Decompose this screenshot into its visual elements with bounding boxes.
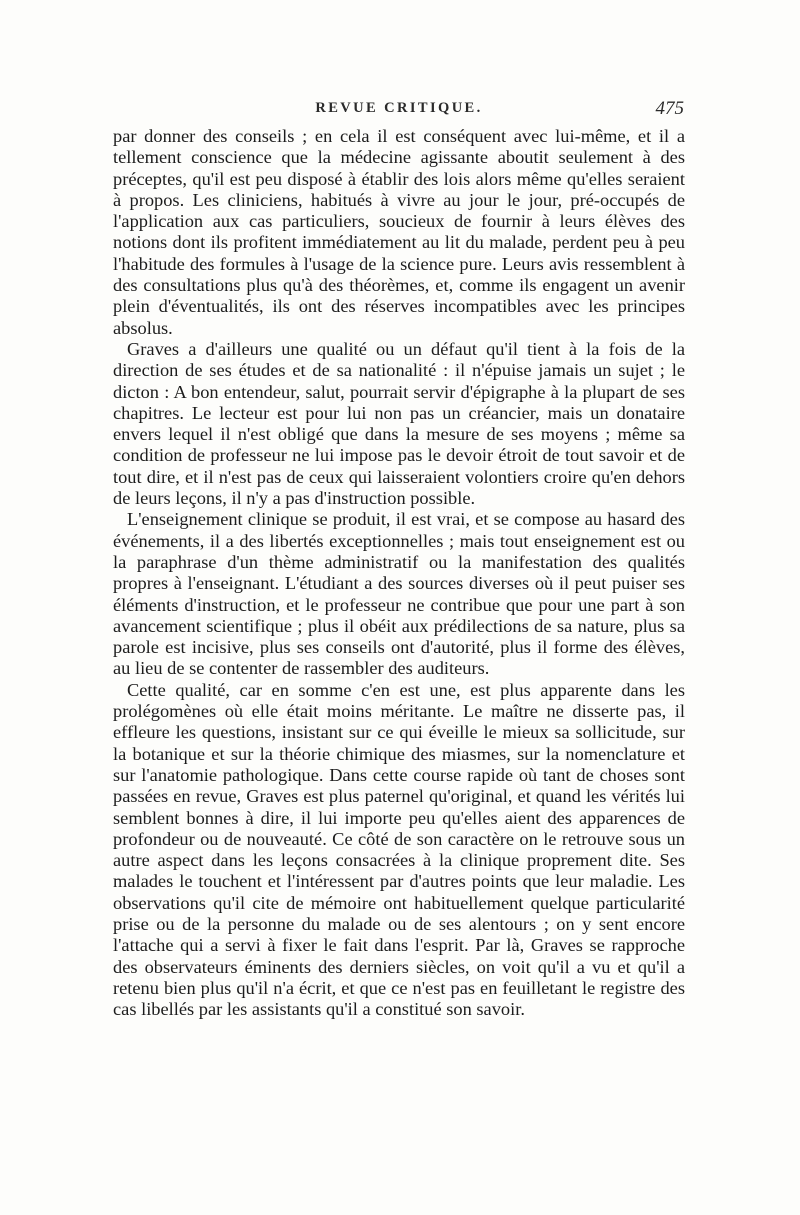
body-text xyxy=(113,126,685,1020)
paragraph-2: Graves a d'ailleurs une qualité ou un défaut qu'il tient à la fois de la direction de ses études et de sa nationalité : il n'épuise jamais un sujet ; le dicton : A bon entendeur, salut, pourrait servir d'épigraphe à la plupart de ses chapitres. Le lecteur est pour lui non pas un créancier, mais un donataire envers lequel il n'est obligé que dans la mesure de ses moyens ; même sa condition de professeur ne lui impose pas le devoir étroit de tout savoir et de tout dire, et il n'est pas de ceux qui laisseraient volontiers croire qu'en dehors de leurs leçons, il n'y a pas d'instruction possible. xyxy=(113,338,685,509)
page-number: 475 xyxy=(655,98,684,119)
paragraph-1: par donner des conseils ; en cela il est conséquent avec lui-même, et il a tellement conscience que la médecine agissante aboutit seulement à des préceptes, qu'il est peu disposé à établir des lois alors même qu'elles seraient à propos. Les cliniciens, habitués à vivre au jour le jour, pré-occupés de l'application aux cas particuliers, soucieux de fournir à leurs élèves des notions dont ils profitent immédiatement au lit du malade, perdent peu à peu l'habitude des formules à l'usage de la science pure. Leurs avis ressemblent à des consultations plus qu'à des théorèmes, et, comme ils engagent un avenir plein d'éventualités, ils ont des réserves incompatibles avec les principes absolus. xyxy=(113,126,685,338)
running-head xyxy=(114,100,684,122)
paragraph-3: L'enseignement clinique se produit, il est vrai, et se compose au hasard des événements, il a des libertés exceptionnelles ; mais tout enseignement est ou la paraphrase d'un thème administratif ou la manifestation des qualités propres à l'enseignant. L'étudiant a des sources diverses où il peut puiser ses éléments d'instruction, et le professeur ne contribue que pour une part à son avancement scientifique ; plus il obéit aux prédilections de sa nature, plus sa parole est incisive, plus ses conseils ont d'autorité, plus il forme des élèves, au lieu de se contenter de rassembler des auditeurs. xyxy=(113,509,685,679)
running-title: REVUE CRITIQUE. xyxy=(315,100,483,116)
paragraph-4: Cette qualité, car en somme c'en est une, est plus apparente dans les prolégomènes où elle était moins méritante. Le maître ne disserte pas, il effleure les questions, insistant sur ce qui éveille le mieux sa sollicitude, sur la botanique et sur la théorie chimique des miasmes, sur la nomenclature et sur l'anatomie pathologique. Dans cette course rapide où tant de choses sont passées en revue, Graves est plus paternel qu'original, et quand les vérités lui semblent bonnes à dire, il lui importe peu qu'elles aient des apparences de profondeur ou de nouveauté. Ce côté de son caractère on le retrouve sous un autre aspect dans les leçons consacrées à la clinique proprement dite. Ses malades le touchent et l'intéressent par d'autres points que leur maladie. Les observations qu'il cite de mémoire ont habituellement quelque particularité prise ou de la personne du malade ou de ses alentours ; on y sent encore l'attache qui a servi à fixer le fait dans l'esprit. Par là, Graves se rapproche des observateurs éminents des derniers siècles, on voit qu'il a vu et qu'il a retenu bien plus qu'il n'a écrit, et que ce n'est pas en feuilletant le registre des cas libellés par les assistants qu'il a constitué son savoir. xyxy=(113,679,685,1020)
